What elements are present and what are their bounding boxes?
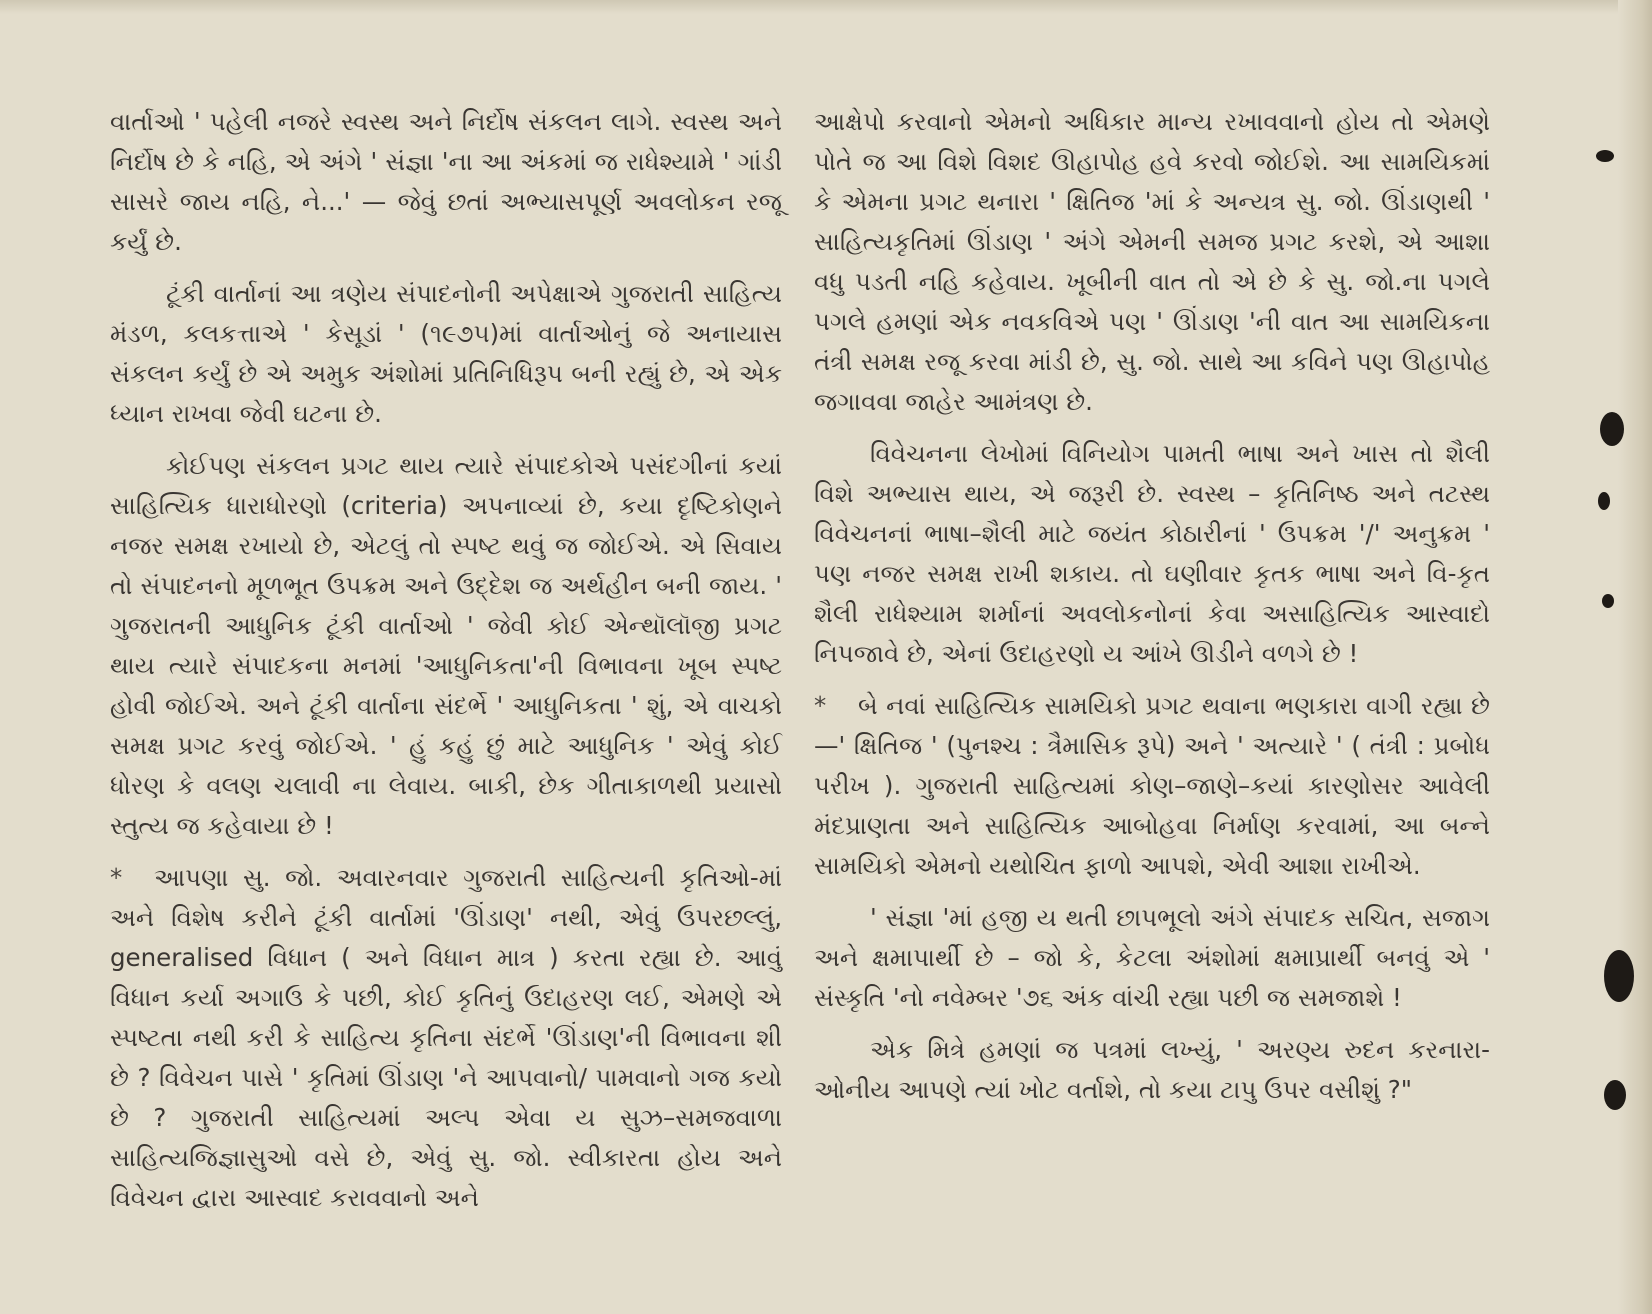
section-marker: * bbox=[110, 863, 123, 892]
paragraph-text: આપણા સુ. જો. અવારનવાર ગુજરાતી સાહિત્યની કૃતિઓ-માં અને વિશેષ કરીને ટૂંકી વાર્તામાં 'ઊંડાણ' નથી, એવું ઉપરછલ્લું, generalised વિધાન ( અને વિધાન માત્ર ) કરતા રહ્યા છે. આવું વિધાન કર્યા અગાઉ કે પછી, કોઈ કૃતિનું ઉદાહરણ લઈ, એમણે એ સ્પષ્ટતા નથી કરી કે સાહિત્ય કૃતિના સંદર્ભે 'ઊંડાણ'ની વિભાવના શી છે ? વિવેચન પાસે ' કૃતિમાં ઊંડાણ 'ને આપવાનો/ પામવાનો ગજ કયો છે ? ગુજરાતી સાહિત્યમાં અલ્પ એવા ય સુઝ–સમજવાળા સાહિત્યજિજ્ઞાસુઓ વસે છે, એવું સુ. જો. સ્વીકારતા હોય અને વિવેચન દ્વારા આસ્વાદ કરાવવાનો અને bbox=[110, 863, 782, 1212]
paragraph-with-marker bbox=[814, 686, 1490, 886]
paragraph: આક્ષેપો કરવાનો એમનો અધિકાર માન્ય રખાવવાનો હોય તો એમણે પોતે જ આ વિશે વિશદ ઊહાપોહ હવે કરવો જોઈશે. આ સામયિકમાં કે એમના પ્રગટ થનારા ' ક્ષિતિજ 'માં કે અન્યત્ર સુ. જો. ઊંડાણથી ' સાહિત્યકૃતિમાં ઊંડાણ ' અંગે એમની સમજ પ્રગટ કરશે, એ આશા વધુ પડતી નહિ કહેવાય. ખૂબીની વાત તો એ છે કે સુ. જો.ના પગલે પગલે હમણાં એક નવકવિએ પણ ' ઊંડાણ 'ની વાત આ સામયિકના તંત્રી સમક્ષ રજૂ કરવા માંડી છે, સુ. જો. સાથે આ કવિને પણ ઊહાપોહ જગાવવા જાહેર આમંત્રણ છે. bbox=[814, 107, 1490, 416]
page-damage-mark bbox=[1596, 150, 1614, 162]
paragraph: ટૂંકી વાર્તાનાં આ ત્રણેય સંપાદનોની અપેક્ષાએ ગુજરાતી સાહિત્ય મંડળ, કલકત્તાએ ' કેસૂડાં ' (૧૯૭૫)માં વાર્તાઓનું જે અનાયાસ સંકલન કર્યું છે એ અમુક અંશોમાં પ્રતિનિધિરૂપ બની રહ્યું છે, એ એક ધ્યાન રાખવા જેવી ઘટના છે. bbox=[110, 279, 782, 428]
paragraph-with-marker bbox=[110, 858, 782, 1218]
paragraph: વિવેચનના લેખોમાં વિનિયોગ પામતી ભાષા અને ખાસ તો શૈલી વિશે અભ્યાસ થાય, એ જરૂરી છે. સ્વસ્થ – કૃતિનિષ્ઠ અને તટસ્થ વિવેચનનાં ભાષા–શૈલી માટે જયંત કોઠારીનાં ' ઉપક્રમ '/' અનુક્રમ ' પણ નજર સમક્ષ રાખી શકાય. તો ઘણીવાર કૃતક ભાષા અને વિ-કૃત શૈલી રાધેશ્યામ શર્માનાં અવલોકનોનાં કેવા અસાહિત્યિક આસ્વાદો નિપજાવે છે, એનાં ઉદાહરણો ય આંખે ઊડીને વળગે છે ! bbox=[814, 439, 1490, 668]
right-text-column bbox=[814, 102, 1490, 1122]
page-damage-mark bbox=[1598, 492, 1610, 510]
paragraph: એક મિત્રે હમણાં જ પત્રમાં લખ્યું, ' અરણ્ય રુદન કરનારા-ઓનીય આપણે ત્યાં ખોટ વર્તાશે, તો કયા ટાપુ ઉપર વસીશું ?" bbox=[814, 1035, 1490, 1104]
paragraph: વાર્તાઓ ' પહેલી નજરે સ્વસ્થ અને નિર્દોષ સંકલન લાગે. સ્વસ્થ અને નિર્દોષ છે કે નહિ, એ અંગે ' સંજ્ઞા 'ના આ અંકમાં જ રાધેશ્યામે ' ગાંડી સાસરે જાય નહિ, ને...' — જેવું છતાં અભ્યાસપૂર્ણ અવલોકન રજૂ કર્યું છે. bbox=[110, 107, 782, 256]
left-text-column bbox=[110, 102, 782, 1230]
page-damage-mark bbox=[1600, 412, 1624, 446]
page-damage-mark bbox=[1602, 594, 1614, 608]
paragraph: કોઈપણ સંકલન પ્રગટ થાય ત્યારે સંપાદકોએ પસંદગીનાં કયાં સાહિત્યિક ધારાધોરણો (criteria) અપનાવ્યાં છે, કયા દૃષ્ટિકોણને નજર સમક્ષ રખાયો છે, એટલું તો સ્પષ્ટ થવું જ જોઈએ. એ સિવાય તો સંપાદનનો મૂળભૂત ઉપક્રમ અને ઉદ્દેશ જ અર્થહીન બની જાય. ' ગુજરાતની આધુનિક ટૂંકી વાર્તાઓ ' જેવી કોઈ એન્થૉલૉજી પ્રગટ થાય ત્યારે સંપાદકના મનમાં 'આધુનિકતા'ની વિભાવના ખૂબ સ્પષ્ટ હોવી જોઈએ. અને ટૂંકી વાર્તાના સંદર્ભે ' આધુનિકતા ' શું, એ વાચકો સમક્ષ પ્રગટ કરવું જોઈએ. ' હું કહું છું માટે આધુનિક ' એવું કોઈ ધોરણ કે વલણ ચલાવી ના લેવાય. બાકી, છેક ગીતાકાળથી પ્રયાસો સ્તુત્ય જ કહેવાયા છે ! bbox=[110, 451, 782, 840]
page-damage-mark bbox=[1604, 950, 1634, 1002]
section-marker: * bbox=[814, 691, 827, 720]
page-top-edge bbox=[0, 0, 1652, 14]
page-damage-mark bbox=[1604, 1080, 1626, 1110]
page-binding-edge bbox=[1618, 0, 1652, 1314]
paragraph-text: બે નવાં સાહિત્યિક સામયિકો પ્રગટ થવાના ભણકારા વાગી રહ્યા છે—' ક્ષિતિજ ' (પુનશ્ચ : ત્રૈમાસિક રૂપે) અને ' અત્યારે ' ( તંત્રી : પ્રબોધ પરીખ ). ગુજરાતી સાહિત્યમાં કોણ–જાણે–કયાં કારણોસર આવેલી મંદપ્રાણતા અને સાહિત્યિક આબોહવા નિર્માણ કરવામાં, આ બન્ને સામયિકો એમનો યથોચિત ફાળો આપશે, એવી આશા રાખીએ. bbox=[814, 691, 1490, 880]
paragraph: ' સંજ્ઞા 'માં હજી ય થતી છાપભૂલો અંગે સંપાદક સચિત, સજાગ અને ક્ષમાપાર્થી છે – જો કે, કેટલા અંશોમાં ક્ષમાપ્રાર્થી બનવું એ ' સંસ્કૃતિ 'નો નવેમ્બર '૭૬ અંક વાંચી રહ્યા પછી જ સમજાશે ! bbox=[814, 903, 1490, 1012]
